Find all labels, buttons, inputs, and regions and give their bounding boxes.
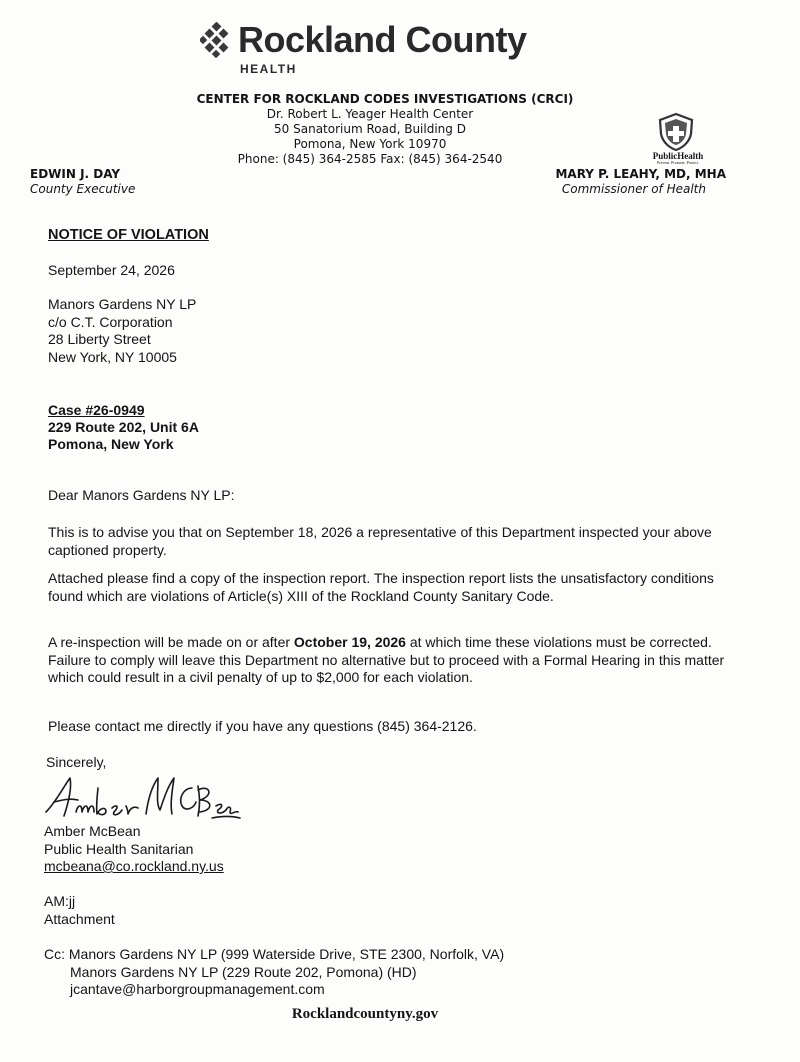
notice-heading: NOTICE OF VIOLATION bbox=[48, 227, 209, 243]
logo-title: Rockland County bbox=[238, 19, 527, 60]
reinspection-text: at which time these violations must be corrected. Failure to comply will leave this Department no alternative but to proceed with a Formal Hearing in this matter which could result in a civil penalty of up to $2,000 for each violation. bbox=[48, 634, 725, 685]
county-executive-name: EDWIN J. DAY bbox=[30, 167, 121, 181]
cc-block bbox=[44, 946, 504, 999]
address-line: 50 Sanatorium Road, Building D bbox=[274, 122, 466, 136]
public-health-shield-icon bbox=[656, 112, 696, 152]
cc-line: Manors Gardens NY LP (229 Route 202, Pomona) (HD) bbox=[70, 963, 417, 980]
recipient-line: Manors Gardens NY LP bbox=[48, 296, 197, 312]
cc-line: jcantave@harborgroupmanagement.com bbox=[70, 981, 325, 997]
center-name: CENTER FOR ROCKLAND CODES INVESTIGATIONS (CRCI) bbox=[196, 92, 574, 106]
property-line: Pomona, New York bbox=[48, 436, 174, 452]
cc-line: Cc: Manors Gardens NY LP (999 Waterside Drive, STE 2300, Norfolk, VA) bbox=[44, 946, 505, 962]
phone-fax-line: Phone: (845) 364-2585 Fax: (845) 364-2540 bbox=[237, 152, 503, 166]
paragraph-reinspection bbox=[48, 634, 738, 687]
recipient-address bbox=[48, 296, 196, 366]
county-executive-title: County Executive bbox=[30, 182, 136, 196]
commissioner-name: MARY P. LEAHY, MD, MHA bbox=[555, 167, 726, 181]
address-line: Pomona, New York 10970 bbox=[293, 137, 447, 151]
address-line: Dr. Robert L. Yeager Health Center bbox=[266, 107, 474, 121]
public-health-tagline: Prevent. Promote. Protect. bbox=[656, 160, 700, 165]
paragraph-contact: Please contact me directly if you have any questions (845) 364-2126. bbox=[48, 718, 477, 734]
paragraph-report: Attached please find a copy of the inspection report. The inspection report lists the unsatisfactory conditions found which are violations of Article(s) XIII of the Rockland County Sanitary Code. bbox=[48, 570, 714, 604]
paragraph-inspection: This is to advise you that on September 18, 2026 a representative of this Department inspected your above captioned property. bbox=[48, 524, 712, 558]
reinspection-text: A re-inspection will be made on or after bbox=[48, 634, 294, 650]
signer-email-link[interactable]: mcbeana@co.rockland.ny.us bbox=[44, 858, 224, 874]
closing: Sincerely, bbox=[46, 754, 107, 770]
signer-title: Public Health Sanitarian bbox=[44, 840, 194, 857]
footer-website: Rocklandcountyny.gov bbox=[291, 1006, 439, 1022]
reinspection-date: October 19, 2026 bbox=[293, 634, 406, 650]
recipient-line: 28 Liberty Street bbox=[48, 331, 151, 347]
logo-subtitle: HEALTH bbox=[240, 62, 297, 76]
signer-name: Amber McBean bbox=[44, 823, 141, 839]
public-health-label: PublicHealth bbox=[652, 151, 704, 161]
initials-block bbox=[44, 893, 115, 928]
property-line: 229 Route 202, Unit 6A bbox=[48, 419, 199, 435]
rockland-county-logo-icon bbox=[200, 22, 234, 58]
attachment-note: Attachment bbox=[44, 910, 115, 927]
typist-initials: AM:jj bbox=[44, 893, 76, 909]
commissioner-title: Commissioner of Health bbox=[561, 182, 706, 196]
salutation: Dear Manors Gardens NY LP: bbox=[48, 487, 235, 503]
recipient-line: New York, NY 10005 bbox=[48, 348, 177, 365]
case-number: Case #26-0949 bbox=[48, 402, 145, 418]
letter-date: September 24, 2026 bbox=[48, 262, 175, 278]
letterhead-address bbox=[0, 92, 740, 167]
recipient-line: c/o C.T. Corporation bbox=[48, 313, 173, 330]
handwritten-signature bbox=[42, 772, 242, 828]
signer-block bbox=[44, 823, 224, 876]
case-block bbox=[48, 402, 199, 453]
